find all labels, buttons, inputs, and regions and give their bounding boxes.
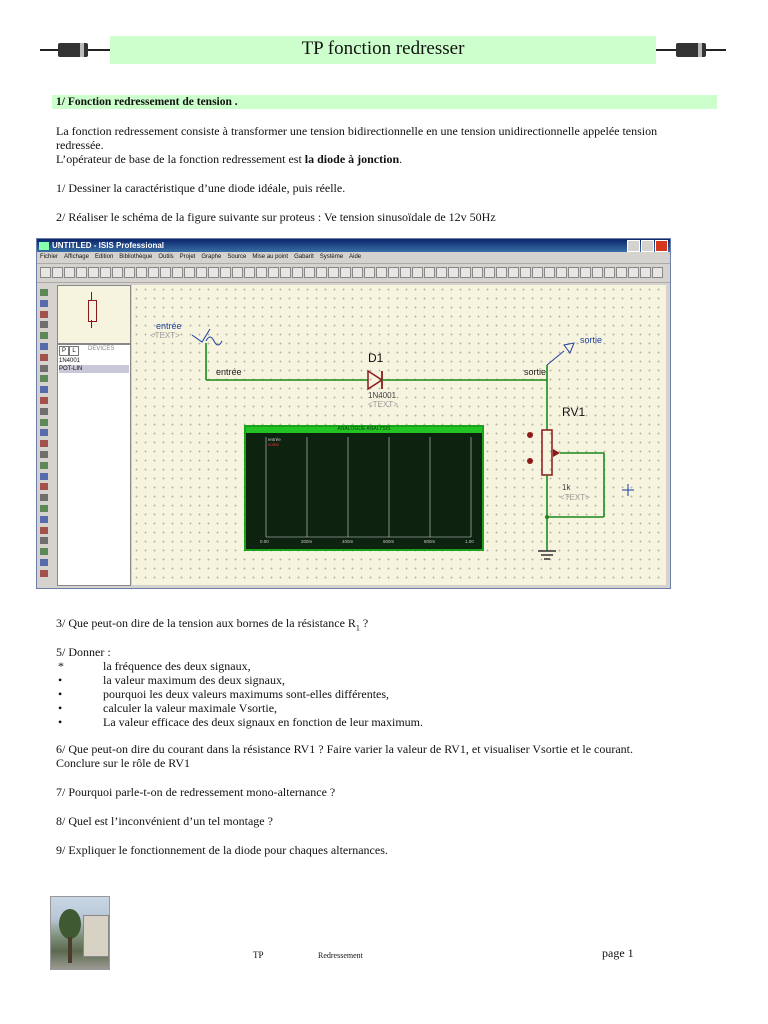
toolbar-button-29[interactable]: [388, 267, 399, 278]
toolbar-button-0[interactable]: [40, 267, 51, 278]
page-title: TP fonction redresser: [301, 38, 465, 59]
graph-x-tick-5: 1.00: [465, 539, 474, 544]
menu-item-11[interactable]: Aide: [349, 254, 362, 260]
device-tab-l[interactable]: L: [69, 346, 79, 356]
label-wire-out: sortie: [524, 367, 547, 377]
footer-photo: [50, 896, 110, 970]
footer-tp: TP: [253, 950, 264, 960]
toolbar-button-26[interactable]: [352, 267, 363, 278]
photo-tree-icon: [59, 909, 81, 939]
question-5-bullet: calculer la valeur maximale Vsortie,: [103, 701, 278, 715]
question-8: 8/ Quel est l’inconvénient d’un tel montage ?: [56, 814, 273, 828]
isis-menu-bar: [37, 252, 670, 263]
tool-column-button-18[interactable]: [40, 483, 48, 490]
menu-item-4[interactable]: Outils: [158, 254, 174, 260]
preview-resistor-wire-bottom: [91, 320, 92, 328]
label-rv1: RV1: [562, 405, 586, 419]
toolbar-button-35[interactable]: [460, 267, 471, 278]
label-d1-text: <TEXT>: [368, 400, 398, 409]
graph-x-tick-2: 400m: [342, 539, 354, 544]
header-diode-right-band: [698, 43, 702, 57]
isis-app-icon: [39, 242, 49, 250]
toolbar-button-27[interactable]: [364, 267, 375, 278]
wire-probe-diag: [547, 351, 564, 365]
tool-column-button-20[interactable]: [40, 505, 48, 512]
question-5-bullet-mark: •: [58, 715, 63, 729]
question-6-line-2: Conclure sur le rôle de RV1: [56, 756, 191, 770]
generator-sine: [206, 337, 222, 345]
toolbar-button-20[interactable]: [280, 267, 291, 278]
toolbar-button-22[interactable]: [304, 267, 315, 278]
label-entree-gen: entrée: [156, 321, 182, 331]
tool-column-button-10[interactable]: [40, 397, 48, 404]
toolbar-button-4[interactable]: [88, 267, 99, 278]
toolbar-button-10[interactable]: [160, 267, 171, 278]
isis-title-bar: [37, 239, 670, 252]
menu-item-10[interactable]: Système: [319, 254, 344, 260]
question-2: 2/ Réaliser le schéma de la figure suivante sur proteus : Ve tension sinusoïdale de 12v 50Hz: [56, 210, 496, 224]
tool-column-button-8[interactable]: [40, 375, 48, 382]
intro-line-2: redressée.: [56, 138, 104, 152]
question-5-bullet-mark: *: [58, 659, 64, 673]
toolbar-button-45[interactable]: [580, 267, 591, 278]
tool-column-button-25[interactable]: [40, 559, 48, 566]
tool-column-button-19[interactable]: [40, 494, 48, 501]
question-5-bullet-mark: •: [58, 687, 63, 701]
tool-column-button-2[interactable]: [40, 311, 48, 318]
minimize-button[interactable]: [627, 240, 640, 252]
toolbar-button-46[interactable]: [592, 267, 603, 278]
tool-column-button-17[interactable]: [40, 473, 48, 480]
toolbar-button-12[interactable]: [184, 267, 195, 278]
tool-column-button-24[interactable]: [40, 548, 48, 555]
photo-tree-trunk: [68, 937, 72, 963]
tool-column-button-1[interactable]: [40, 300, 48, 307]
toolbar-button-3[interactable]: [76, 267, 87, 278]
toolbar-button-9[interactable]: [148, 267, 159, 278]
label-d1: D1: [368, 351, 384, 365]
toolbar-button-50[interactable]: [640, 267, 651, 278]
toolbar-button-18[interactable]: [256, 267, 267, 278]
device-selector: [57, 344, 131, 586]
toolbar-button-39[interactable]: [508, 267, 519, 278]
toolbar-button-16[interactable]: [232, 267, 243, 278]
rv1-wiper: [553, 449, 560, 457]
tool-column-button-6[interactable]: [40, 354, 48, 361]
toolbar-button-14[interactable]: [208, 267, 219, 278]
question-5-bullet-mark: •: [58, 701, 63, 715]
section-heading: 1/ Fonction redressement de tension .: [56, 96, 238, 108]
device-header: DEVICES: [88, 346, 115, 352]
toolbar-button-42[interactable]: [544, 267, 555, 278]
toolbar-button-43[interactable]: [556, 267, 567, 278]
toolbar-button-47[interactable]: [604, 267, 615, 278]
toolbar-button-11[interactable]: [172, 267, 183, 278]
device-tab-p[interactable]: P: [59, 346, 69, 356]
graph-legend-entree: entrée: [268, 437, 281, 442]
toolbar-button-37[interactable]: [484, 267, 495, 278]
maximize-button[interactable]: [641, 240, 654, 252]
tool-column-button-16[interactable]: [40, 462, 48, 469]
tool-column-button-11[interactable]: [40, 408, 48, 415]
toolbar-button-34[interactable]: [448, 267, 459, 278]
toolbar-button-17[interactable]: [244, 267, 255, 278]
footer-center: Redressement: [318, 951, 363, 960]
diode-d1-triangle: [368, 371, 382, 389]
schematic-canvas[interactable]: [132, 285, 666, 585]
toolbar-button-24[interactable]: [328, 267, 339, 278]
toolbar-button-40[interactable]: [520, 267, 531, 278]
tool-column-button-15[interactable]: [40, 451, 48, 458]
graph-x-tick-0: 0.00: [260, 539, 269, 544]
junction-dot: [545, 515, 549, 519]
toolbar-button-33[interactable]: [436, 267, 447, 278]
question-6-line-1: 6/ Que peut-on dire du courant dans la résistance RV1 ? Faire varier la valeur de RV1, et visualiser Vsortie et le courant.: [56, 742, 633, 756]
label-text-gen: <TEXT>: [150, 331, 180, 340]
intro-line-1: La fonction redressement consiste à transformer une tension bidirectionnelle en une tension unidirectionnelle appelée tension: [56, 124, 658, 138]
toolbar-button-21[interactable]: [292, 267, 303, 278]
question-3-subscript: 1: [355, 623, 360, 633]
rv1-dot-1: [527, 432, 533, 438]
tool-column-button-3[interactable]: [40, 321, 48, 328]
device-item-1n4001[interactable]: 1N4001: [59, 358, 81, 364]
intro-line-3-prefix: L’opérateur de base de la fonction redressement est: [56, 152, 305, 166]
tool-column-button-12[interactable]: [40, 419, 48, 426]
toolbar-button-49[interactable]: [628, 267, 639, 278]
toolbar-button-7[interactable]: [124, 267, 135, 278]
toolbar-button-25[interactable]: [340, 267, 351, 278]
label-d1-part: 1N4001: [368, 391, 397, 400]
graph-x-tick-3: 600m: [383, 539, 395, 544]
question-1: 1/ Dessiner la caractéristique d’une diode idéale, puis réelle.: [56, 181, 346, 195]
preview-resistor-wire-top: [91, 292, 92, 300]
menu-item-7[interactable]: Source: [227, 254, 247, 260]
tool-column-button-23[interactable]: [40, 537, 48, 544]
question-5-bullet: La valeur efficace des deux signaux en fonction de leur maximum.: [103, 715, 423, 729]
toolbar-button-41[interactable]: [532, 267, 543, 278]
question-5-bullet: pourquoi les deux valeurs maximums sont-elles différentes,: [103, 687, 390, 701]
isis-window: [36, 238, 671, 589]
tool-column-button-0[interactable]: [40, 289, 48, 296]
intro-line-3: [56, 152, 402, 166]
close-button[interactable]: [655, 240, 668, 252]
tool-column-button-4[interactable]: [40, 332, 48, 339]
isis-toolbar: [37, 263, 670, 283]
toolbar-button-23[interactable]: [316, 267, 327, 278]
tool-column-button-22[interactable]: [40, 527, 48, 534]
question-3-text: 3/ Que peut-on dire de la tension aux bornes de la résistance R: [56, 616, 356, 630]
label-sortie-probe: sortie: [580, 335, 603, 345]
toolbar-button-32[interactable]: [424, 267, 435, 278]
page-number: page 1: [602, 946, 634, 960]
toolbar-button-19[interactable]: [268, 267, 279, 278]
tool-column-button-14[interactable]: [40, 440, 48, 447]
tool-column-button-21[interactable]: [40, 516, 48, 523]
label-wire-in: entrée: [216, 367, 242, 377]
tool-column-button-9[interactable]: [40, 386, 48, 393]
toolbar-button-15[interactable]: [220, 267, 231, 278]
toolbar-button-13[interactable]: [196, 267, 207, 278]
graph-legend-sortie: sortie: [268, 442, 280, 447]
question-3-end: ?: [359, 616, 369, 630]
label-rv1-value: 1k: [562, 483, 571, 492]
graph-grid: [246, 435, 482, 545]
preview-pane: [57, 285, 131, 344]
question-3: [56, 616, 368, 635]
menu-item-5[interactable]: Projet: [179, 254, 196, 260]
question-5-bullet: la valeur maximum des deux signaux,: [103, 673, 285, 687]
menu-item-8[interactable]: Mise au point: [252, 254, 289, 260]
toolbar-button-48[interactable]: [616, 267, 627, 278]
menu-item-1[interactable]: Affichage: [64, 254, 89, 260]
tool-column-button-5[interactable]: [40, 343, 48, 350]
question-5-head: 5/ Donner :: [56, 645, 111, 659]
menu-item-0[interactable]: Fichier: [40, 254, 59, 260]
graph-x-tick-4: 800m: [424, 539, 436, 544]
isis-tool-column: [37, 285, 51, 585]
question-9: 9/ Expliquer le fonctionnement de la diode pour chaques alternances.: [56, 843, 388, 857]
menu-item-2[interactable]: Edition: [94, 254, 114, 260]
toolbar-button-31[interactable]: [412, 267, 423, 278]
question-7: 7/ Pourquoi parle-t-on de redressement mono-alternance ?: [56, 785, 336, 799]
intro-line-3-bold: la diode à jonction: [304, 152, 400, 166]
header-diode-left-band: [80, 43, 84, 57]
label-rv1-text: <TEXT>: [560, 493, 590, 502]
rv1-body: [542, 430, 552, 475]
menu-item-3[interactable]: Bibliothèque: [119, 254, 153, 260]
photo-building: [83, 915, 109, 957]
probe-arrow: [564, 343, 574, 353]
analogue-graph[interactable]: [244, 425, 484, 551]
question-5-bullet: la fréquence des deux signaux,: [103, 659, 251, 673]
question-5-bullet-mark: •: [58, 673, 63, 687]
tool-column-button-13[interactable]: [40, 429, 48, 436]
toolbar-button-5[interactable]: [100, 267, 111, 278]
toolbar-button-2[interactable]: [64, 267, 75, 278]
toolbar-button-36[interactable]: [472, 267, 483, 278]
toolbar-button-44[interactable]: [568, 267, 579, 278]
toolbar-button-38[interactable]: [496, 267, 507, 278]
rv1-dot-2: [527, 458, 533, 464]
device-item-pot-lin[interactable]: POT-LIN: [59, 365, 129, 373]
toolbar-button-30[interactable]: [400, 267, 411, 278]
menu-item-6[interactable]: Graphe: [201, 254, 222, 260]
toolbar-button-51[interactable]: [652, 267, 663, 278]
toolbar-button-6[interactable]: [112, 267, 123, 278]
toolbar-button-28[interactable]: [376, 267, 387, 278]
isis-window-title: UNTITLED - ISIS Professional: [52, 241, 165, 250]
toolbar-button-1[interactable]: [52, 267, 63, 278]
tool-column-button-7[interactable]: [40, 365, 48, 372]
graph-title: ANALOGUE ANALYSIS: [337, 426, 391, 432]
tool-column-button-26[interactable]: [40, 570, 48, 577]
generator-arrow: [192, 329, 210, 342]
toolbar-button-8[interactable]: [136, 267, 147, 278]
graph-x-tick-1: 200m: [301, 539, 313, 544]
preview-resistor-icon: [88, 300, 97, 322]
intro-line-3-suffix: .: [399, 152, 403, 166]
menu-item-9[interactable]: Gabarit: [294, 254, 314, 260]
